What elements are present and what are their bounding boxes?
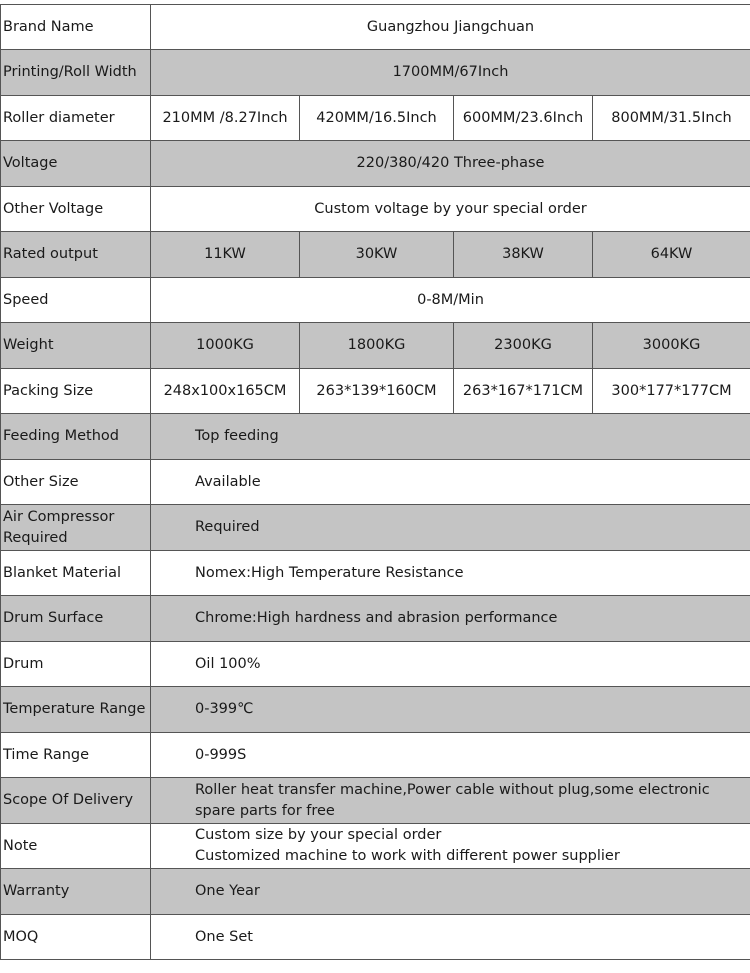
spec-row: [1, 869, 750, 915]
spec-value: One Set: [151, 915, 750, 960]
spec-label: Printing/Roll Width: [1, 50, 151, 96]
spec-row: [1, 369, 750, 414]
spec-value: Required: [151, 505, 750, 551]
spec-row: [1, 915, 750, 960]
spec-value: [151, 824, 750, 869]
spec-label: Drum: [1, 642, 151, 687]
spec-label: Roller diameter: [1, 96, 151, 141]
spec-value: One Year: [151, 869, 750, 915]
spec-row: [1, 278, 750, 323]
spec-label: Voltage: [1, 141, 151, 187]
spec-row: [1, 505, 750, 551]
spec-label: Weight: [1, 323, 151, 369]
spec-value: 248x100x165CM: [151, 369, 300, 414]
spec-value: 800MM/31.5Inch: [593, 96, 750, 141]
spec-row: [1, 187, 750, 232]
spec-value: 420MM/16.5Inch: [300, 96, 454, 141]
spec-value: 30KW: [300, 232, 454, 278]
spec-table: [0, 4, 750, 960]
spec-value: Roller heat transfer machine,Power cable without plug,some electronic spare parts for free: [151, 778, 750, 824]
spec-label-line: Required: [3, 529, 68, 546]
spec-label: Other Size: [1, 460, 151, 505]
spec-value: 1000KG: [151, 323, 300, 369]
spec-row: [1, 551, 750, 596]
spec-row: [1, 232, 750, 278]
spec-value: 210MM /8.27Inch: [151, 96, 300, 141]
spec-row: [1, 733, 750, 778]
spec-value: 3000KG: [593, 323, 750, 369]
spec-row: [1, 414, 750, 460]
spec-value: 11KW: [151, 232, 300, 278]
spec-label: Drum Surface: [1, 596, 151, 642]
spec-label: Rated output: [1, 232, 151, 278]
spec-label-line: Air Compressor: [3, 508, 115, 525]
spec-value: 0-8M/Min: [151, 278, 750, 323]
spec-label: Blanket Material: [1, 551, 151, 596]
spec-label: Note: [1, 824, 151, 869]
spec-row: [1, 460, 750, 505]
spec-value-line: Custom size by your special order: [195, 827, 442, 843]
spec-value: 0-999S: [151, 733, 750, 778]
spec-value: 1800KG: [300, 323, 454, 369]
spec-value: 2300KG: [454, 323, 593, 369]
spec-value: Guangzhou Jiangchuan: [151, 5, 750, 50]
spec-value: 64KW: [593, 232, 750, 278]
spec-value: 263*167*171CM: [454, 369, 593, 414]
spec-value: Chrome:High hardness and abrasion performance: [151, 596, 750, 642]
spec-value-line: Customized machine to work with different power supplier: [195, 848, 620, 864]
spec-label: MOQ: [1, 915, 151, 960]
spec-label: Feeding Method: [1, 414, 151, 460]
spec-value: 220/380/420 Three-phase: [151, 141, 750, 187]
spec-label: Packing Size: [1, 369, 151, 414]
spec-value: 600MM/23.6Inch: [454, 96, 593, 141]
spec-value: 263*139*160CM: [300, 369, 454, 414]
spec-row: [1, 596, 750, 642]
spec-label: Scope Of Delivery: [1, 778, 151, 824]
spec-row: [1, 778, 750, 824]
spec-row: [1, 642, 750, 687]
spec-row: [1, 687, 750, 733]
spec-row: [1, 50, 750, 96]
spec-value: Nomex:High Temperature Resistance: [151, 551, 750, 596]
spec-row: [1, 5, 750, 50]
spec-row: [1, 96, 750, 141]
spec-value: 0-399℃: [151, 687, 750, 733]
spec-value: 1700MM/67Inch: [151, 50, 750, 96]
spec-value: 38KW: [454, 232, 593, 278]
spec-label: Other Voltage: [1, 187, 151, 232]
spec-row: [1, 323, 750, 369]
spec-value: Custom voltage by your special order: [151, 187, 750, 232]
spec-value: Available: [151, 460, 750, 505]
spec-label: Temperature Range: [1, 687, 151, 733]
spec-value: Oil 100%: [151, 642, 750, 687]
spec-label: Brand Name: [1, 5, 151, 50]
spec-label: Time Range: [1, 733, 151, 778]
spec-label: [1, 505, 151, 551]
spec-value: 300*177*177CM: [593, 369, 750, 414]
spec-label: Warranty: [1, 869, 151, 915]
spec-value: Top feeding: [151, 414, 750, 460]
spec-label: Speed: [1, 278, 151, 323]
spec-row: [1, 141, 750, 187]
spec-row: [1, 824, 750, 869]
